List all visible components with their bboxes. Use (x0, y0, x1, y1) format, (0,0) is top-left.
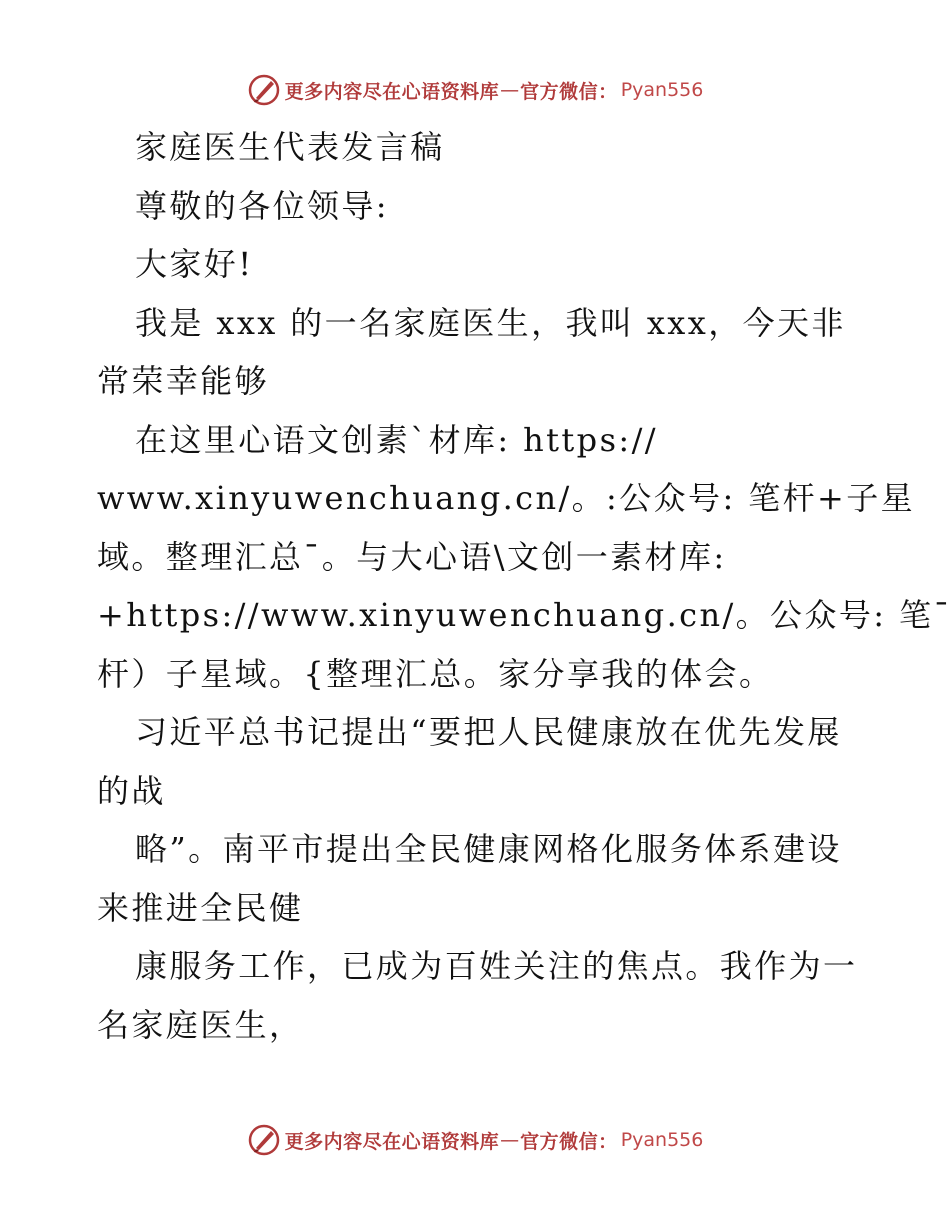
greeting: 大家好! (135, 245, 254, 283)
paragraph-line: 略”。南平市提出全民健康网格化服务体系建设 (135, 830, 842, 868)
paragraph-line: +https://www.xinyuwenchuang.cn/。公众号: 笔¯ (97, 596, 952, 634)
paragraph-line: 在这里心语文创素`材库: https:// (135, 420, 658, 459)
paragraph-line: 名家庭医生， (97, 1005, 304, 1044)
paragraph-line: 常荣幸能够 (97, 362, 270, 400)
watermark-contact-id: Pyan556 (620, 79, 704, 101)
paragraph-line: 康服务工作，已成为百姓关注的焦点。我作为一 (135, 947, 858, 985)
paragraph-line: 来推进全民健 (97, 888, 304, 927)
header-watermark (0, 70, 950, 110)
document-body (97, 118, 952, 1054)
paragraph-line: 域。整理汇总¯。与大心语\文创一素材库: (97, 537, 727, 576)
watermark-dash: — (500, 1129, 520, 1151)
paragraph-line: 杆）子星域。{整理汇总。家分享我的体会。 (97, 654, 774, 693)
watermark-contact-id: Pyan556 (620, 1129, 704, 1151)
brush-pen-logo-icon (247, 73, 281, 107)
paragraph-line: 习近平总书记提出“要把人民健康放在优先发展 (135, 713, 842, 751)
salutation: 尊敬的各位领导: (135, 186, 389, 225)
brush-pen-logo-icon (247, 1123, 281, 1157)
document-title: 家庭医生代表发言稿 (135, 128, 445, 166)
watermark-dash: — (500, 79, 520, 101)
paragraph-line: 我是 xxx 的一名家庭医生，我叫 xxx，今天非 (135, 303, 846, 342)
watermark-contact-label: 官方微信： (520, 1130, 618, 1153)
footer-watermark (0, 1120, 950, 1160)
paragraph-line: 的战 (97, 771, 166, 810)
paragraph-line: www.xinyuwenchuang.cn/。:公众号: 笔杆+子星 (97, 479, 916, 517)
watermark-contact-label: 官方微信： (520, 80, 618, 103)
watermark-brand: 更多内容尽在心语资料库 (284, 1130, 500, 1153)
watermark-brand: 更多内容尽在心语资料库 (284, 80, 500, 103)
